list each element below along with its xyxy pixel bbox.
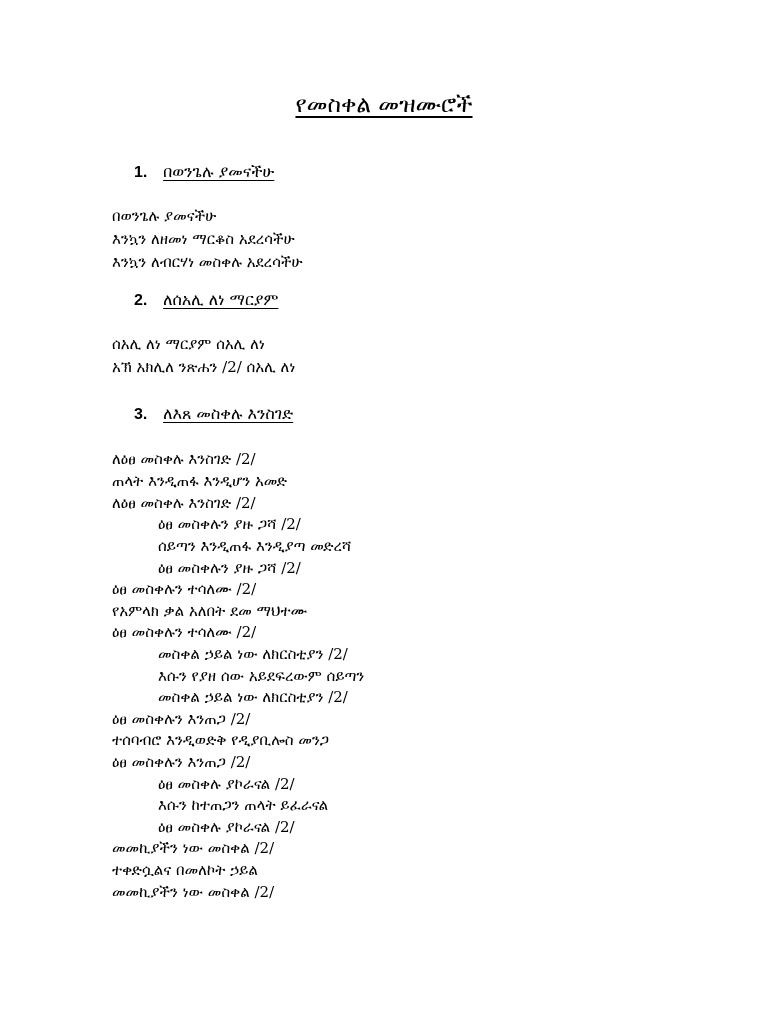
verse-line: ዕፀ መስቀሉን እንጠጋ /2/ <box>112 753 251 771</box>
verse-line: እንኳን ለብርሃነ መስቀሉ አደረሳችሁ <box>112 253 303 271</box>
verse-line: የአምላክ ቃል አለበት ደመ ማህተሙ <box>112 602 308 620</box>
verse-line: ዕፀ መስቀሉን ያዙ ጋሻ /2/ <box>158 559 301 577</box>
verse-line: ጠላት እንዲጠፋ እንዲሆን አመድ <box>112 472 287 490</box>
verse-line: ዕፀ መስቀሉን ያዙ ጋሻ /2/ <box>158 515 301 533</box>
verse-line: ተሰባብሮ እንዲወድቅ የዲያቢሎስ መንጋ <box>112 731 330 749</box>
verse-line: ዕፀ መስቀሉ ያኮራናል /2/ <box>158 818 295 836</box>
verse-line: መስቀል ኃይል ነው ለክርስቲያን /2/ <box>158 688 348 706</box>
verse-line: መስቀል ኃይል ነው ለክርስቲያን /2/ <box>158 645 348 663</box>
section-title: በወንጌሉ ያመናችሁ <box>163 162 275 181</box>
verse-line: ዕፀ መስቀሉ ያኮራናል /2/ <box>158 775 295 793</box>
verse-line: በወንጌሉ ያመናችሁ <box>112 207 217 225</box>
verse-line: ለዕፀ መስቀሉ እንስገድ /2/ <box>112 494 256 512</box>
document-title: የመስቀል መዝሙሮች <box>295 92 473 118</box>
verse-line: ሰአሊ ለነ ማርያም ሰአሊ ለነ <box>112 335 265 353</box>
section-title: ለሰአሊ ለነ ማርያም <box>163 290 279 309</box>
verse-line: እንኳን ለዘመነ ማርቆስ አደረሳችሁ <box>112 230 295 248</box>
verse-line: ሰይጣን እንዲጠፋ እንዲያጣ መድረሻ <box>158 537 352 555</box>
verse-line: መመኪያችን ነው መስቀል /2/ <box>112 883 275 901</box>
verse-line: ዕፀ መስቀሉን እንጠጋ /2/ <box>112 710 251 728</box>
verse-line: እሱን የያዘ ሰው አይደፍረውም ሰይጣን <box>158 667 365 685</box>
verse-line: ዕፀ መስቀሉን ተሳለሙ /2/ <box>112 623 257 641</box>
section-heading-1 <box>134 162 274 182</box>
section-number: 2. <box>134 292 148 309</box>
verse-line: እሱን ከተጠጋን ጠላት ይፈራናል <box>158 796 329 814</box>
section-heading-3 <box>134 404 293 424</box>
section-number: 1. <box>134 164 148 181</box>
verse-line: ተቀድሷልና በመለኮት ኃይል <box>112 861 258 879</box>
verse-line: ዕፀ መስቀሉን ተሳለሙ /2/ <box>112 580 257 598</box>
section-title: ለእጸ መስቀሉ እንስገድ <box>163 404 294 423</box>
section-heading-2 <box>134 290 278 310</box>
section-number: 3. <box>134 406 148 423</box>
verse-line: አኽ አክሊለ ንጽሐን /2/ ሰአሊ ለነ <box>112 358 296 376</box>
verse-line: መመኪያችን ነው መስቀል /2/ <box>112 839 275 857</box>
verse-line: ለዕፀ መስቀሉ እንስገድ /2/ <box>112 450 256 468</box>
